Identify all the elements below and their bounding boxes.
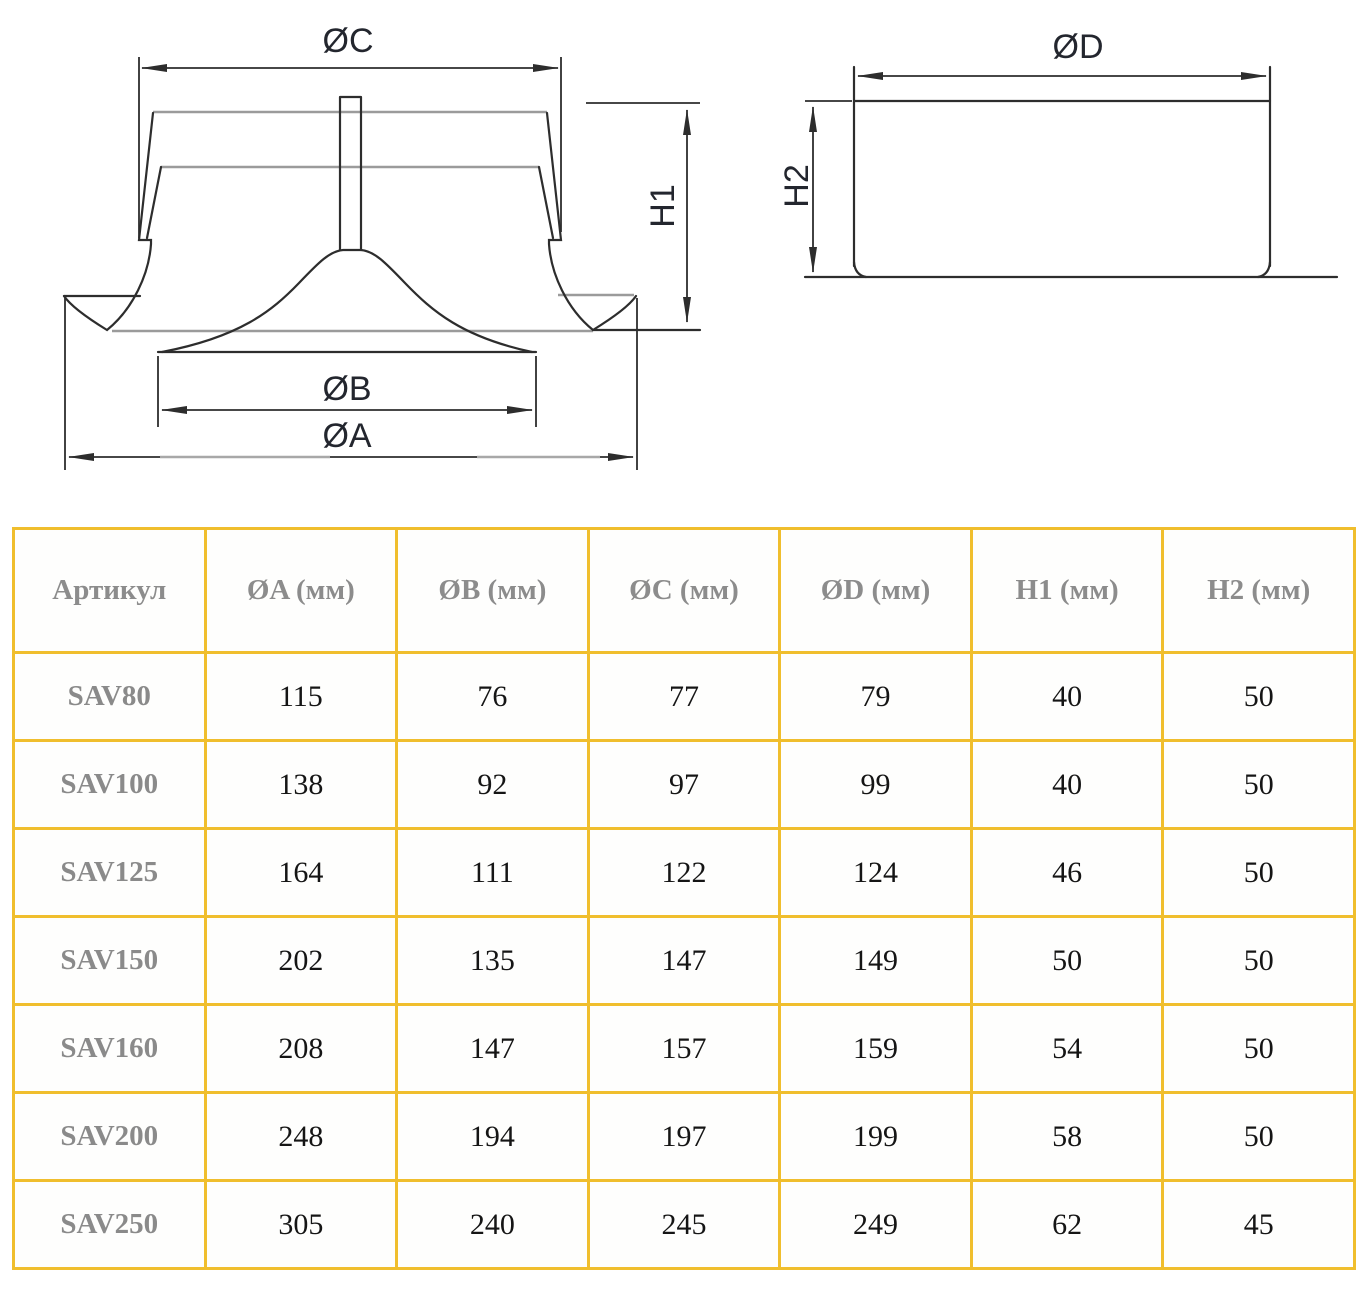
table-cell: 50 — [971, 917, 1163, 1005]
table-row — [14, 829, 1355, 917]
table-row — [14, 1181, 1355, 1269]
table-cell: 79 — [780, 653, 972, 741]
table-cell: 99 — [780, 741, 972, 829]
table-row — [14, 741, 1355, 829]
table-row — [14, 1093, 1355, 1181]
table-cell: 122 — [588, 829, 780, 917]
dim-c — [139, 57, 561, 238]
table-cell: 76 — [397, 653, 589, 741]
dim-h1-label: H1 — [644, 184, 682, 228]
table-cell: 45 — [1163, 1181, 1355, 1269]
table-cell: 147 — [588, 917, 780, 1005]
table-cell: 50 — [1163, 653, 1355, 741]
table-cell: 147 — [397, 1005, 589, 1093]
table-cell: 58 — [971, 1093, 1163, 1181]
table-header-row — [14, 529, 1355, 653]
table-cell: 115 — [205, 653, 397, 741]
table-cell: 50 — [1163, 829, 1355, 917]
article-cell: SAV80 — [14, 653, 206, 741]
table-cell: 50 — [1163, 741, 1355, 829]
table-cell: 208 — [205, 1005, 397, 1093]
table-cell: 92 — [397, 741, 589, 829]
table-row — [14, 917, 1355, 1005]
table-cell: 199 — [780, 1093, 972, 1181]
table-cell: 62 — [971, 1181, 1163, 1269]
dim-h2-label: H2 — [778, 164, 816, 208]
article-cell: SAV100 — [14, 741, 206, 829]
table-cell: 149 — [780, 917, 972, 1005]
table-cell: 50 — [1163, 917, 1355, 1005]
table-cell: 124 — [780, 829, 972, 917]
table-cell: 50 — [1163, 1093, 1355, 1181]
column-header-article: Артикул — [14, 529, 206, 653]
diffuser-body-outline — [64, 97, 700, 352]
column-header-b: ØB (мм) — [397, 529, 589, 653]
table-cell: 157 — [588, 1005, 780, 1093]
dim-d-label: ØD — [1052, 28, 1104, 66]
article-cell: SAV200 — [14, 1093, 206, 1181]
diffuser-gray-edges — [112, 112, 634, 331]
table-cell: 97 — [588, 741, 780, 829]
column-header-c: ØC (мм) — [588, 529, 780, 653]
table-cell: 305 — [205, 1181, 397, 1269]
table-cell: 46 — [971, 829, 1163, 917]
table-cell: 40 — [971, 741, 1163, 829]
table-cell: 111 — [397, 829, 589, 917]
dim-h1 — [586, 103, 700, 322]
column-header-a: ØA (мм) — [205, 529, 397, 653]
mounting-collar-diagram — [730, 10, 1367, 340]
dimension-table — [12, 527, 1356, 1270]
table-row — [14, 1005, 1355, 1093]
dim-b-label: ØB — [322, 370, 372, 408]
table-cell: 50 — [1163, 1005, 1355, 1093]
column-header-d: ØD (мм) — [780, 529, 972, 653]
table-cell: 77 — [588, 653, 780, 741]
table-cell: 248 — [205, 1093, 397, 1181]
collar-outline — [805, 67, 1337, 277]
column-header-h2: H2 (мм) — [1163, 529, 1355, 653]
table-cell: 135 — [397, 917, 589, 1005]
column-header-h1: H1 (мм) — [971, 529, 1163, 653]
article-cell: SAV150 — [14, 917, 206, 1005]
table-cell: 249 — [780, 1181, 972, 1269]
table-row — [14, 653, 1355, 741]
diffuser-cross-section-diagram — [0, 0, 710, 500]
dim-c-label: ØC — [322, 22, 374, 60]
table-cell: 159 — [780, 1005, 972, 1093]
dim-a-label: ØA — [322, 417, 372, 455]
table-cell: 202 — [205, 917, 397, 1005]
table-cell: 194 — [397, 1093, 589, 1181]
table-cell: 164 — [205, 829, 397, 917]
table-cell: 40 — [971, 653, 1163, 741]
table-cell: 138 — [205, 741, 397, 829]
article-cell: SAV250 — [14, 1181, 206, 1269]
table-cell: 245 — [588, 1181, 780, 1269]
table-cell: 54 — [971, 1005, 1163, 1093]
article-cell: SAV125 — [14, 829, 206, 917]
table-cell: 197 — [588, 1093, 780, 1181]
table-cell: 240 — [397, 1181, 589, 1269]
article-cell: SAV160 — [14, 1005, 206, 1093]
